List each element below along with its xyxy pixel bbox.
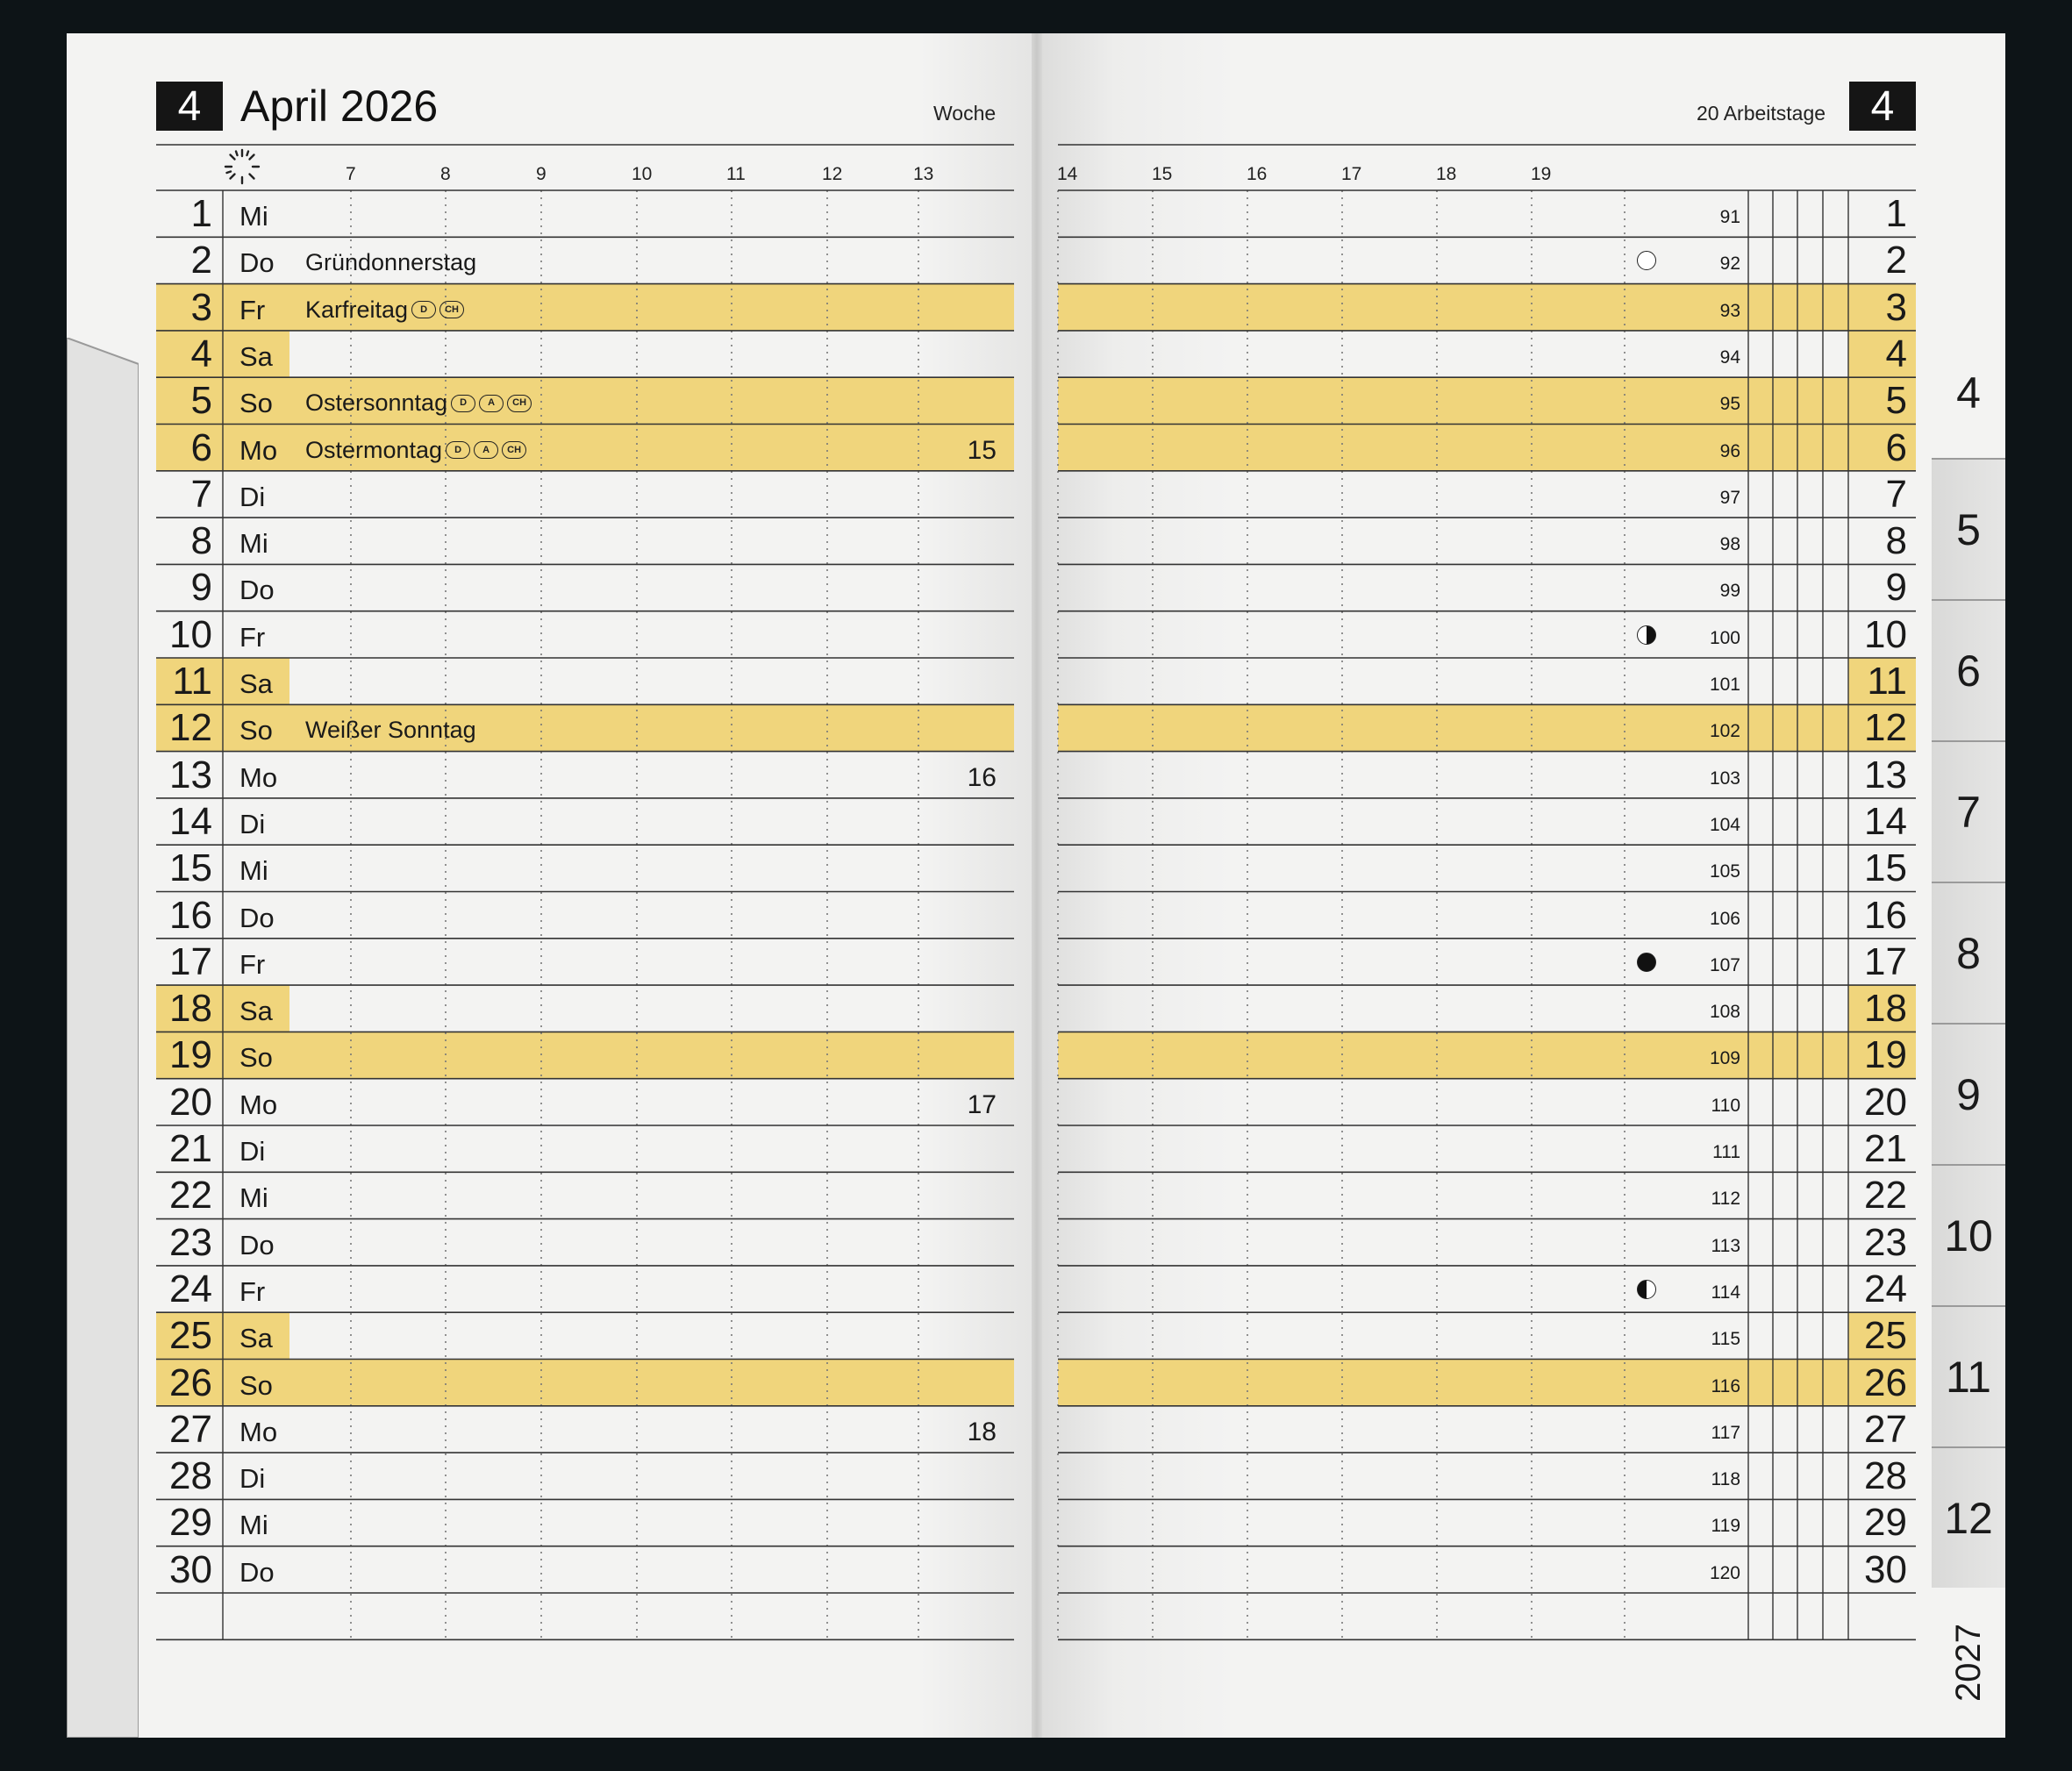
day-of-year: 94 xyxy=(1719,346,1740,368)
day-of-year: 117 xyxy=(1711,1422,1740,1443)
tab-month[interactable] xyxy=(1932,325,2005,461)
holiday-name xyxy=(305,427,526,474)
weekday-label: Fr xyxy=(239,294,266,325)
day-number-right: 26 xyxy=(1864,1360,1907,1404)
moon-phase-new-icon xyxy=(1637,953,1656,972)
day-of-year: 95 xyxy=(1719,394,1740,415)
weekday-label: Fr xyxy=(239,948,266,980)
day-number-right: 28 xyxy=(1864,1454,1907,1498)
holiday-text: Gründonnerstag xyxy=(305,249,477,276)
month-number-badge-left xyxy=(156,82,223,131)
day-number: 15 xyxy=(169,846,212,890)
day-number-right: 9 xyxy=(1885,566,1907,610)
day-of-year: 92 xyxy=(1719,254,1740,275)
tab-month[interactable] xyxy=(1932,458,2005,599)
day-of-year: 108 xyxy=(1709,1002,1740,1023)
holiday-band-left xyxy=(156,1360,1014,1406)
holiday-band-right xyxy=(1058,1032,1916,1078)
day-of-year: 99 xyxy=(1719,581,1740,602)
day-of-year: 100 xyxy=(1709,627,1740,648)
weekday-label: Do xyxy=(239,902,275,933)
hour-label: 12 xyxy=(822,164,843,184)
workdays-label: 20 Arbeitstage xyxy=(1697,102,1826,125)
day-number-right: 13 xyxy=(1864,753,1907,796)
tab-month[interactable] xyxy=(1932,1164,2005,1305)
day-number: 2 xyxy=(190,239,212,282)
region-badge: CH xyxy=(439,301,464,318)
weekday-label: Mo xyxy=(239,761,278,793)
weekday-label: Do xyxy=(239,247,275,279)
weekday-label: Do xyxy=(239,575,275,606)
day-number: 19 xyxy=(169,1033,212,1077)
weekday-label: Mo xyxy=(239,1089,278,1120)
day-of-year: 91 xyxy=(1719,207,1740,227)
hour-label: 16 xyxy=(1247,164,1268,184)
day-of-year: 120 xyxy=(1709,1562,1740,1583)
day-number-right: 11 xyxy=(1867,660,1907,703)
day-number-right: 15 xyxy=(1864,846,1907,890)
tab-year[interactable] xyxy=(1932,1588,2005,1738)
tab-label: 2027 xyxy=(1948,1624,1988,1702)
holiday-band-right xyxy=(1058,1360,1916,1406)
day-number-right: 24 xyxy=(1864,1267,1907,1310)
day-number-right: 19 xyxy=(1864,1033,1907,1077)
day-of-year: 110 xyxy=(1711,1095,1740,1116)
weekday-label: Sa xyxy=(239,996,273,1027)
day-number-right: 10 xyxy=(1864,612,1907,656)
tab-label: 7 xyxy=(1956,787,1981,837)
day-of-year: 107 xyxy=(1709,954,1740,975)
holiday-text: Karfreitag xyxy=(305,296,409,323)
holiday-text: Weißer Sonntag xyxy=(305,717,476,744)
region-badge: CH xyxy=(507,395,532,412)
day-number-right: 22 xyxy=(1864,1174,1907,1218)
weekday-label: Di xyxy=(239,808,266,839)
day-number: 21 xyxy=(169,1127,212,1170)
month-number-badge-right xyxy=(1849,82,1916,131)
day-number: 1 xyxy=(190,192,212,235)
day-number-right: 27 xyxy=(1864,1407,1907,1451)
tab-month[interactable] xyxy=(1932,1446,2005,1588)
day-number-right: 17 xyxy=(1864,939,1907,983)
tab-label: 9 xyxy=(1956,1069,1981,1119)
weekday-label: So xyxy=(239,388,273,419)
day-number-right: 20 xyxy=(1864,1080,1907,1124)
holiday-band-left xyxy=(156,377,1014,424)
hour-label: 7 xyxy=(346,164,356,184)
day-number: 12 xyxy=(169,706,212,750)
day-number-right: 12 xyxy=(1864,706,1907,750)
weekday-label: Sa xyxy=(239,1323,273,1354)
day-of-year: 115 xyxy=(1711,1329,1740,1350)
moon-phase-last-quarter-icon xyxy=(1637,625,1656,645)
month-number-left: 4 xyxy=(177,82,202,130)
week-label: Woche xyxy=(933,102,997,125)
weekday-label: Fr xyxy=(239,621,266,653)
holiday-text: Ostermontag xyxy=(305,436,443,463)
tab-month[interactable] xyxy=(1932,740,2005,882)
weekday-label: Mi xyxy=(239,1510,268,1541)
day-number-right: 25 xyxy=(1864,1314,1907,1358)
region-badge: D xyxy=(411,301,436,318)
holiday-band-left xyxy=(156,704,1014,751)
day-number: 11 xyxy=(172,660,212,703)
day-of-year: 98 xyxy=(1719,534,1740,555)
holiday-name xyxy=(305,380,532,426)
hour-label: 11 xyxy=(726,164,746,184)
holiday-band-right xyxy=(1058,704,1916,751)
day-of-year: 97 xyxy=(1719,487,1740,508)
day-number-right: 8 xyxy=(1885,519,1907,563)
day-number-right: 2 xyxy=(1885,239,1907,282)
tab-label: 11 xyxy=(1946,1352,1991,1402)
holiday-name xyxy=(305,707,476,753)
day-number: 10 xyxy=(169,612,212,656)
day-number-right: 18 xyxy=(1864,987,1907,1031)
day-number-right: 14 xyxy=(1864,799,1907,843)
day-number: 14 xyxy=(169,799,212,843)
weekday-label: So xyxy=(239,715,273,746)
hour-label: 14 xyxy=(1057,164,1078,184)
day-of-year: 119 xyxy=(1711,1516,1740,1537)
day-of-year: 101 xyxy=(1709,675,1740,695)
day-number: 29 xyxy=(169,1501,212,1545)
region-badge: D xyxy=(446,441,470,459)
weekday-label: Fr xyxy=(239,1275,266,1307)
hour-label: 19 xyxy=(1531,164,1552,184)
tab-label: 10 xyxy=(1944,1210,1993,1260)
day-number-right: 3 xyxy=(1885,285,1907,329)
day-number: 7 xyxy=(190,472,212,516)
day-number: 23 xyxy=(169,1220,212,1264)
day-number-right: 5 xyxy=(1885,379,1907,423)
day-number-right: 16 xyxy=(1864,893,1907,937)
day-number-right: 30 xyxy=(1864,1547,1907,1591)
day-of-year: 113 xyxy=(1711,1235,1740,1256)
weekday-label: Mi xyxy=(239,528,268,560)
day-of-year: 96 xyxy=(1719,440,1740,461)
region-badge: A xyxy=(474,441,498,459)
day-number: 9 xyxy=(190,566,212,610)
hour-label: 18 xyxy=(1436,164,1457,184)
page-title: April 2026 xyxy=(240,82,439,131)
day-number: 3 xyxy=(190,285,212,329)
hour-label: 10 xyxy=(632,164,653,184)
day-of-year: 103 xyxy=(1709,768,1740,789)
day-number: 24 xyxy=(169,1267,212,1310)
tab-label: 8 xyxy=(1956,928,1981,978)
tab-label: 5 xyxy=(1956,504,1981,554)
day-number-right: 6 xyxy=(1885,425,1907,469)
tab-month[interactable] xyxy=(1932,1305,2005,1446)
holiday-band-left xyxy=(156,1032,1014,1078)
day-number-right: 29 xyxy=(1864,1501,1907,1545)
day-number-right: 23 xyxy=(1864,1220,1907,1264)
holiday-band-right xyxy=(1058,284,1916,331)
weekday-label: Mi xyxy=(239,201,268,232)
hour-label: 13 xyxy=(913,164,934,184)
day-number: 22 xyxy=(169,1174,212,1218)
sunrise-icon xyxy=(223,147,261,186)
weekday-label: Do xyxy=(239,1556,275,1588)
day-number: 16 xyxy=(169,893,212,937)
tab-month[interactable] xyxy=(1932,599,2005,740)
weekday-label: Do xyxy=(239,1229,275,1260)
holiday-band-right xyxy=(1058,377,1916,424)
day-number: 25 xyxy=(169,1314,212,1358)
day-number: 20 xyxy=(169,1080,212,1124)
weekday-label: Sa xyxy=(239,668,273,699)
day-of-year: 93 xyxy=(1719,300,1740,321)
tab-month[interactable] xyxy=(1932,1023,2005,1164)
hour-label: 8 xyxy=(440,164,451,184)
weekday-label: Mo xyxy=(239,1416,278,1447)
tab-label: 4 xyxy=(1956,368,1981,418)
day-number-right: 21 xyxy=(1864,1127,1907,1170)
month-number-right: 4 xyxy=(1870,82,1895,130)
hour-label: 17 xyxy=(1341,164,1362,184)
day-of-year: 116 xyxy=(1711,1375,1740,1396)
day-number: 6 xyxy=(190,425,212,469)
day-of-year: 112 xyxy=(1711,1189,1740,1210)
weekday-label: Mo xyxy=(239,434,278,466)
weekday-label: Sa xyxy=(239,340,273,372)
day-number: 18 xyxy=(169,987,212,1031)
hour-label: 15 xyxy=(1152,164,1173,184)
day-number-right: 7 xyxy=(1885,472,1907,516)
holiday-band-right xyxy=(1058,425,1916,471)
day-number: 28 xyxy=(169,1454,212,1498)
hour-label: 9 xyxy=(536,164,547,184)
month-tabs xyxy=(1932,0,2005,1771)
holiday-band-left xyxy=(156,284,1014,331)
day-number: 26 xyxy=(169,1360,212,1404)
day-number: 13 xyxy=(169,753,212,796)
weekday-label: Mi xyxy=(239,855,268,887)
holiday-name xyxy=(305,287,464,333)
day-of-year: 111 xyxy=(1712,1142,1740,1162)
day-number-right: 4 xyxy=(1885,332,1907,375)
day-number-right: 1 xyxy=(1885,192,1907,235)
day-number: 4 xyxy=(190,332,212,375)
day-number: 27 xyxy=(169,1407,212,1451)
calendar-week-number: 15 xyxy=(967,435,997,465)
moon-phase-first-quarter-icon xyxy=(1637,1280,1656,1299)
day-of-year: 109 xyxy=(1709,1048,1740,1069)
weekday-label: So xyxy=(239,1042,273,1074)
day-of-year: 118 xyxy=(1711,1469,1740,1490)
region-badge: CH xyxy=(502,441,526,459)
day-number: 5 xyxy=(190,379,212,423)
calendar-week-number: 18 xyxy=(967,1417,997,1446)
day-number: 8 xyxy=(190,519,212,563)
day-of-year: 114 xyxy=(1711,1282,1740,1303)
weekday-label: Di xyxy=(239,1136,266,1167)
day-of-year: 102 xyxy=(1709,721,1740,742)
day-number: 17 xyxy=(169,939,212,983)
region-badge: D xyxy=(451,395,475,412)
day-of-year: 106 xyxy=(1709,908,1740,929)
weekday-label: Di xyxy=(239,481,266,512)
region-badge: A xyxy=(479,395,504,412)
tab-label: 6 xyxy=(1956,646,1981,696)
weekday-label: Mi xyxy=(239,1182,268,1214)
calendar-week-number: 17 xyxy=(967,1089,997,1119)
calendar-week-number: 16 xyxy=(967,762,997,792)
holiday-text: Ostersonntag xyxy=(305,389,448,417)
holiday-band-left xyxy=(156,425,1014,471)
holiday-name xyxy=(305,239,476,286)
day-of-year: 104 xyxy=(1709,814,1740,835)
weekday-label: So xyxy=(239,1369,273,1401)
day-number: 30 xyxy=(169,1547,212,1591)
tab-month[interactable] xyxy=(1932,882,2005,1023)
tab-label: 12 xyxy=(1944,1493,1993,1543)
weekday-label: Di xyxy=(239,1463,266,1495)
day-of-year: 105 xyxy=(1709,861,1740,882)
